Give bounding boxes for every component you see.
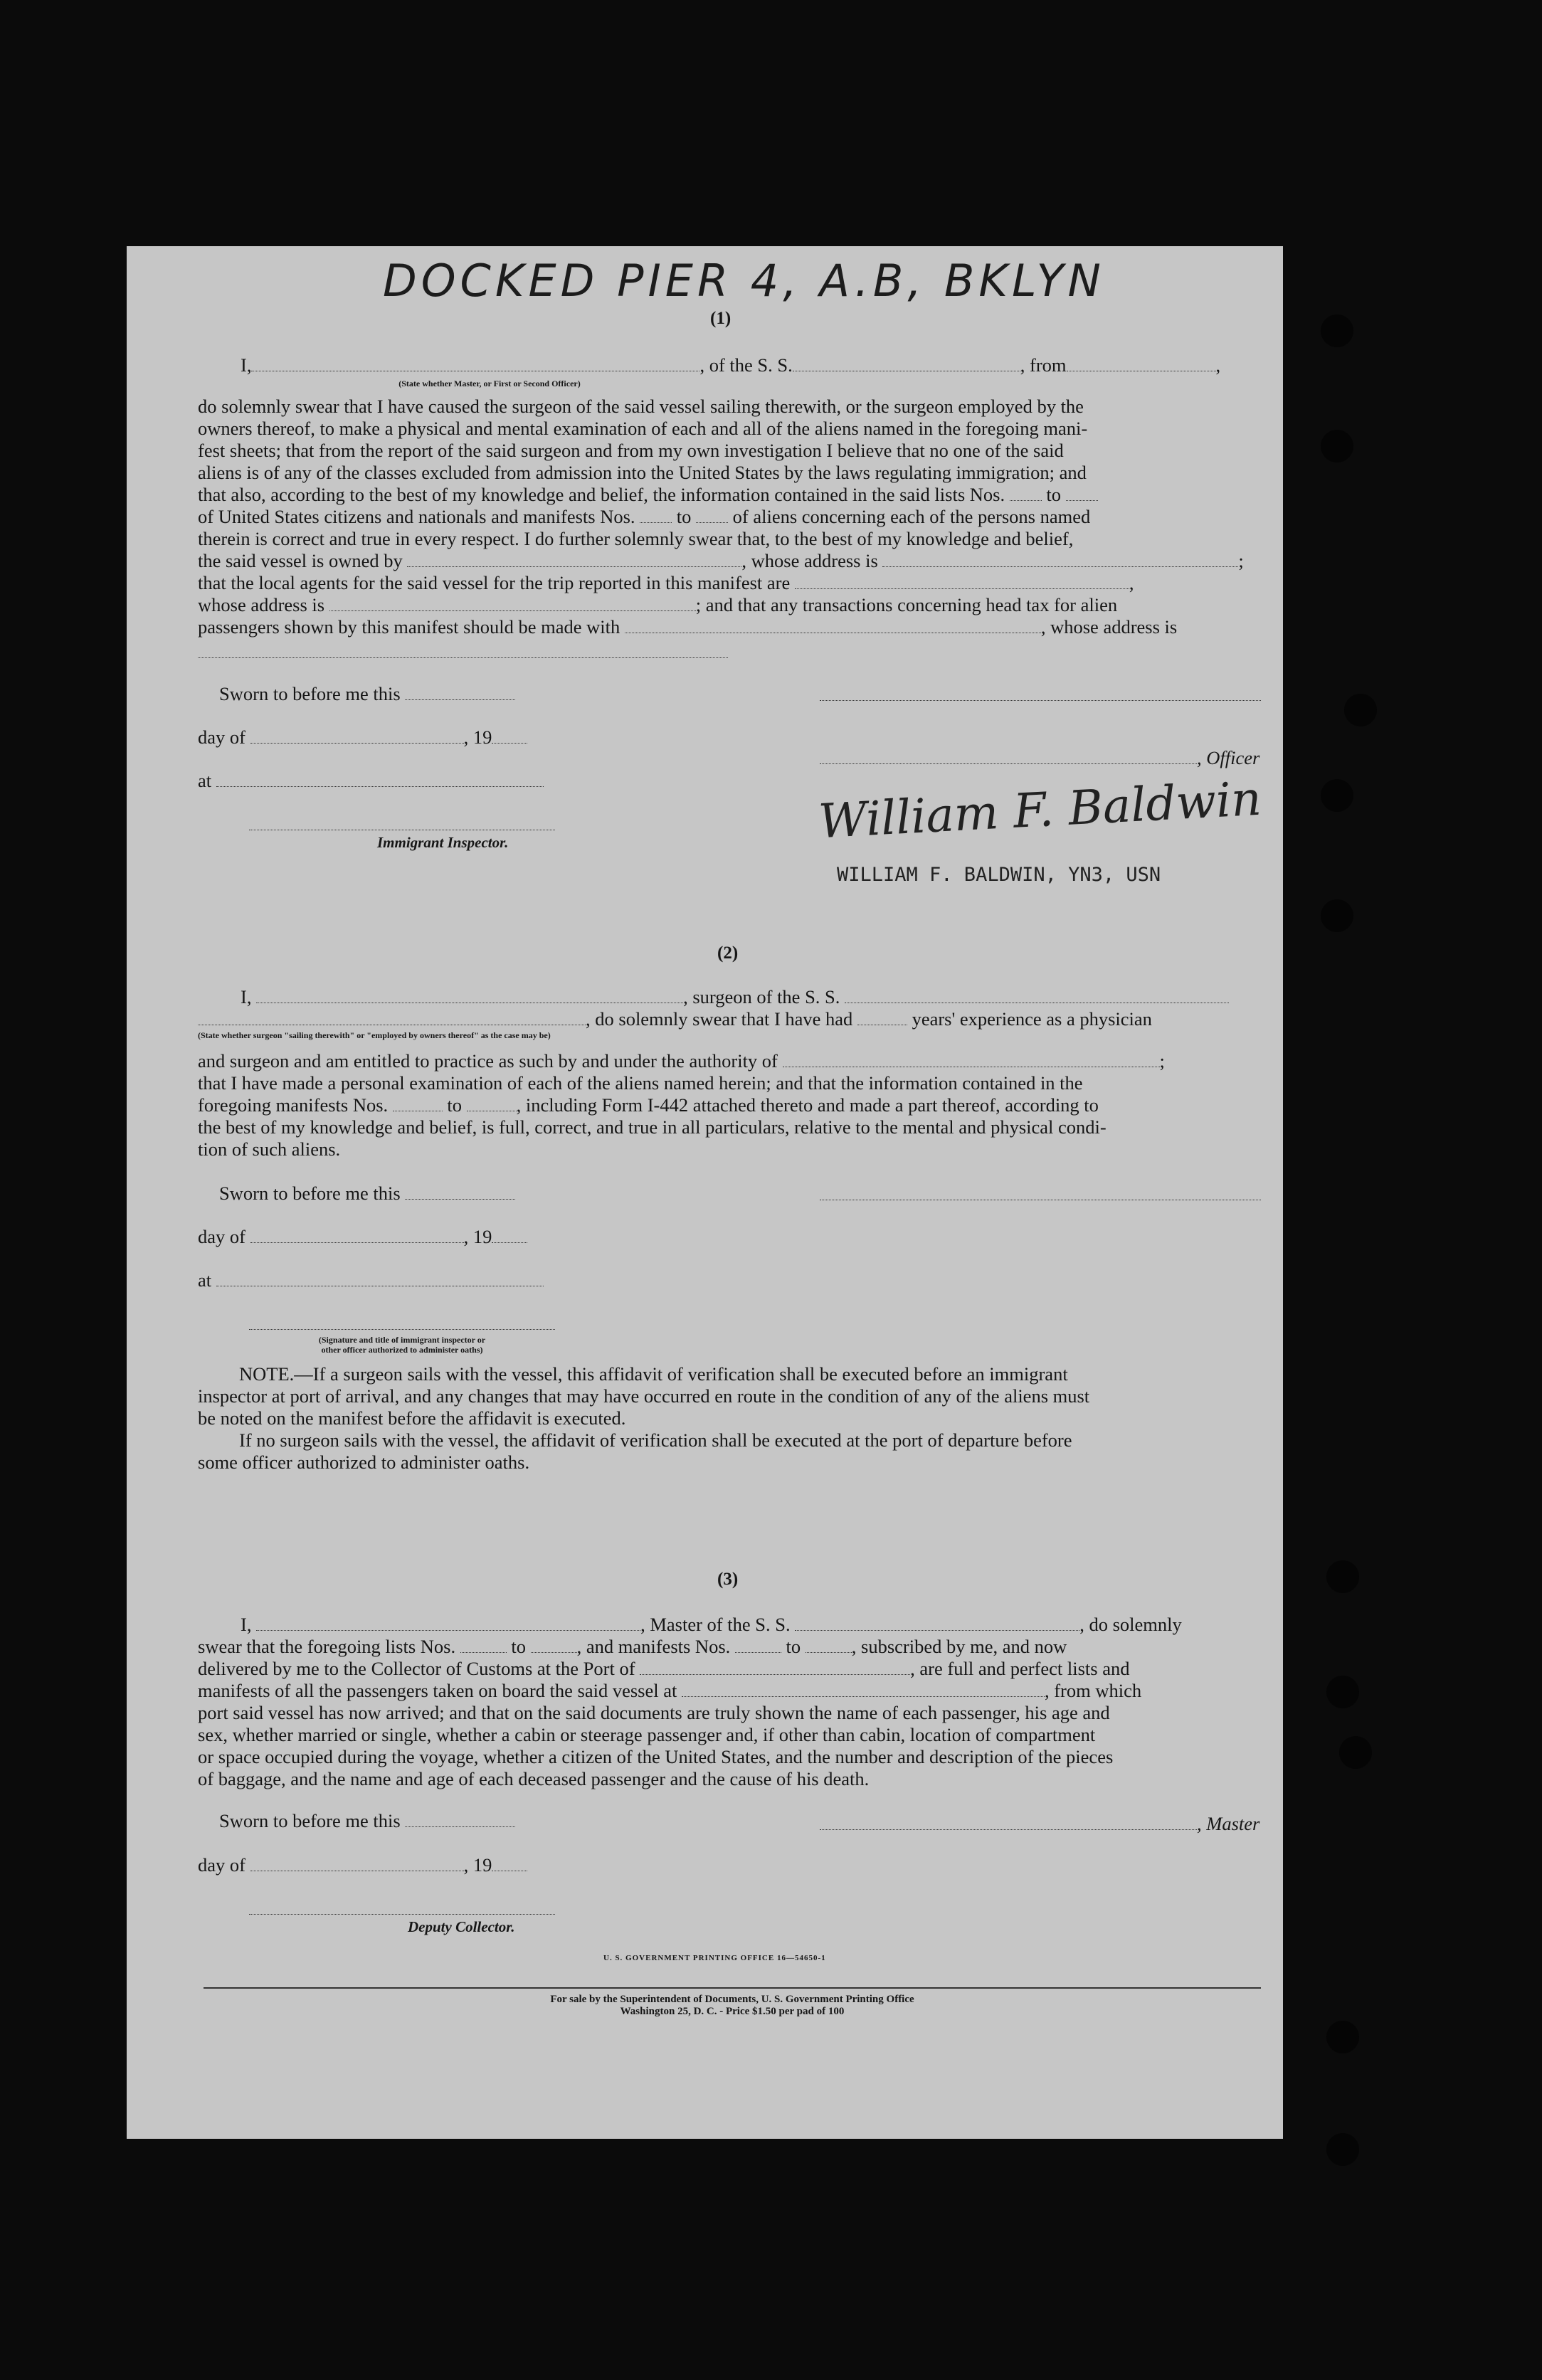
officer-rank-caption: (State whether Master, or First or Second Officer) [398,379,581,388]
lists-from-field[interactable] [1010,490,1042,501]
sec1-text-line: therein is correct and true in every respect. I do further solemnly swear that, to the best of my knowledge and belief, [198,528,1074,549]
sec2-paragraph [198,1050,1287,1160]
sec1-line1: I, , of the S. S. , from , [241,354,1221,376]
sec3-lists-from-field[interactable] [460,1642,507,1653]
sec1-text-line: the said vessel is owned by , whose address is ; [198,550,1244,571]
vessel-owner-field[interactable] [407,556,741,567]
sec1-text-line: whose address is ; and that any transactions concerning head tax for alien [198,594,1118,615]
sec2-manifest-to-field[interactable] [467,1101,517,1111]
sec3-sworn: Sworn to before me this [219,1810,515,1832]
sec3-manifests-from-field[interactable] [735,1642,781,1653]
handwritten-docking-note: DOCKED PIER 4, A.B, BKLYN [383,255,1105,307]
sec3-sworn-date-field[interactable] [405,1816,515,1827]
sec1-place-field[interactable] [216,776,544,787]
sec1-text-line: fest sheets; that from the report of the said surgeon and from my own investigation I believe that no one of the said [198,440,1064,461]
sec3-manifests-to-field[interactable] [806,1642,852,1653]
sec3-text-line: swear that the foregoing lists Nos. to , and manifests Nos. to , subscribed by me, and now [198,1636,1067,1657]
sec2-at: at [198,1269,544,1291]
sec2-year-field[interactable] [492,1232,527,1243]
sec3-vessel-field[interactable] [795,1620,1079,1631]
note-line: some officer authorized to administer oaths. [198,1451,530,1473]
sec3-month-field[interactable] [250,1861,464,1871]
binder-hole [1326,1560,1359,1593]
head-tax-address-field[interactable] [198,656,728,658]
binder-hole [1321,430,1353,462]
sec1-text-line: that also, according to the best of my knowledge and belief, the information contained in the said lists Nos. to [198,484,1287,506]
sec3-paragraph [198,1636,1287,1790]
typed-officer-name: WILLIAM F. BALDWIN, YN3, USN [837,864,1161,886]
sec2-text-line: the best of my knowledge and belief, is full, correct, and true in all particulars, relative to the mental and physical condi- [198,1116,1107,1138]
sec3-text-line: port said vessel has now arrived; and that on the said documents are truly shown the name of each passenger, his age and [198,1702,1110,1723]
sec2-sworn: Sworn to before me this [219,1183,515,1205]
note-line: If no surgeon sails with the vessel, the affidavit of verification shall be executed at the port of departure before [239,1429,1072,1451]
sale-notice-line-1: For sale by the Superintendent of Documents, U. S. Government Printing Office [550,1994,914,2005]
surgeon-name-field[interactable] [256,993,683,1003]
sec3-line1: I, , Master of the S. S. , do solemnly [241,1614,1182,1635]
owner-address-field[interactable] [882,556,1238,567]
sec1-text-line: of United States citizens and nationals and manifests Nos. to of aliens concerning each of the persons named [198,506,1091,527]
inspector-signature-field[interactable] [249,828,555,830]
sec3-text-line: delivered by me to the Collector of Customs at the Port of , are full and perfect lists and [198,1658,1130,1679]
officer-rank-field[interactable] [251,361,699,371]
lists-to-field[interactable] [1066,490,1098,501]
sec2-day-of: day of , 19 [198,1226,527,1248]
officer-signature-line-2: , Officer [820,747,1260,769]
agents-address-field[interactable] [329,601,696,611]
sec3-lists-to-field[interactable] [531,1642,577,1653]
binder-hole [1326,2133,1359,2166]
local-agents-field[interactable] [795,578,1129,589]
sec1-text-line: aliens is of any of the classes excluded from admission into the United States by the laws regulating immigration; and [198,462,1087,483]
sec3-text-line: or space occupied during the voyage, whether a citizen of the United States, and the number and description of the pieces [198,1746,1114,1767]
sec2-officer-signature-field[interactable] [249,1328,555,1330]
sec2-text-line: and surgeon and am entitled to practice as such by and under the authority of ; [198,1050,1165,1072]
binder-hole [1326,1676,1359,1708]
sec2-signature-caption-2: other officer authorized to administer oaths) [321,1345,483,1355]
surgeon-status-field[interactable] [198,1015,586,1025]
officer-signature-line-1[interactable] [820,699,1261,701]
sec2-text-line: foregoing manifests Nos. to , including Form I-442 attached thereto and made a part thereof, according to [198,1094,1099,1116]
sec2-place-field[interactable] [216,1276,544,1286]
sec1-text-line: do solemnly swear that I have caused the surgeon of the said vessel sailing therewith, or the surgeon employed by the [198,396,1084,417]
officer-signature-field[interactable] [820,753,1197,764]
sec1-year-field[interactable] [492,733,527,744]
manifest-affidavit-sheet [127,246,1283,2139]
surgeon-status-caption: (State whether surgeon "sailing therewith" or "employed by owners thereof" as the case may be) [198,1030,551,1040]
sec3-day-of: day of , 19 [198,1854,527,1876]
departure-port-field[interactable] [1067,361,1216,371]
deputy-caption: Deputy Collector. [408,1918,515,1935]
binder-hole [1326,2021,1359,2053]
note-line: NOTE.—If a surgeon sails with the vessel, this affidavit of verification shall be executed before an immigrant [239,1363,1068,1385]
binder-hole [1344,694,1377,726]
sec2-month-field[interactable] [250,1232,464,1243]
binder-hole [1339,1736,1372,1769]
sec1-month-field[interactable] [250,733,464,744]
sec1-paragraph [198,396,1287,638]
sec2-line1: I, , surgeon of the S. S. [241,986,1229,1008]
vessel-name-field[interactable] [793,361,1020,371]
note-paragraph [198,1363,1287,1474]
sec2-sworn-date-field[interactable] [405,1189,515,1200]
note-line: be noted on the manifest before the affidavit is executed. [198,1407,626,1429]
sec1-sworn: Sworn to before me this [219,683,515,705]
section-2-number: (2) [717,943,739,963]
sec2-text-line: tion of such aliens. [198,1138,341,1160]
sec3-text-line: of baggage, and the name and age of each deceased passenger and the cause of his death. [198,1768,870,1789]
manifests-from-field[interactable] [640,512,672,523]
years-experience-field[interactable] [857,1015,907,1025]
sec2-signature-caption-1: (Signature and title of immigrant inspector or [318,1335,486,1345]
manifests-to-field[interactable] [696,512,728,523]
master-signature-line: , Master [820,1813,1260,1835]
sec1-text-line: passengers shown by this manifest should be made with , whose address is [198,616,1178,638]
binder-hole [1321,314,1353,347]
footer-rule [204,1987,1261,1989]
inspector-caption: Immigrant Inspector. [377,834,509,851]
sec1-day-of: day of , 19 [198,726,527,749]
deputy-signature-field[interactable] [249,1913,555,1915]
note-line: inspector at port of arrival, and any changes that may have occurred en route in the condition of any of the aliens must [198,1385,1090,1407]
sec2-manifest-from-field[interactable] [393,1101,443,1111]
authority-field[interactable] [783,1057,1160,1067]
port-field[interactable] [640,1664,910,1675]
baldwin-signature: William F. Baldwin [817,771,1263,850]
sec1-sworn-date-field[interactable] [405,689,515,700]
surgeon-signature-field[interactable] [820,1198,1261,1200]
sec2-line2: , do solemnly swear that I have had years' experience as a physician [198,1008,1152,1030]
sec3-text-line: sex, whether married or single, whether a cabin or steerage passenger and, if other than cabin, location of compartment [198,1724,1096,1745]
sec3-text-line: manifests of all the passengers taken on board the said vessel at , from which [198,1680,1142,1701]
sec2-vessel-field[interactable] [845,993,1229,1003]
master-name-field[interactable] [256,1620,640,1631]
section-3-number: (3) [717,1570,739,1589]
sale-notice-line-2: Washington 25, D. C. - Price $1.50 per pad of 100 [620,2006,845,2017]
section-1-number: (1) [710,309,732,328]
boarding-port-field[interactable] [682,1686,1045,1697]
sec2-text-line: that I have made a personal examination of each of the aliens named herein; and that the information contained in the [198,1072,1083,1094]
binder-hole [1321,899,1353,932]
sec1-at: at [198,770,544,792]
sec1-text-line: that the local agents for the said vessel for the trip reported in this manifest are , [198,572,1134,593]
master-signature-field[interactable] [820,1819,1197,1830]
gpo-imprint: U. S. GOVERNMENT PRINTING OFFICE 16—54650-1 [603,1954,826,1962]
head-tax-contact-field[interactable] [625,623,1041,633]
sec1-text-line: owners thereof, to make a physical and mental examination of each and all of the aliens named in the foregoing mani- [198,418,1088,439]
binder-hole [1321,779,1353,812]
sec3-year-field[interactable] [492,1861,527,1871]
sale-notice [204,1994,1261,2018]
